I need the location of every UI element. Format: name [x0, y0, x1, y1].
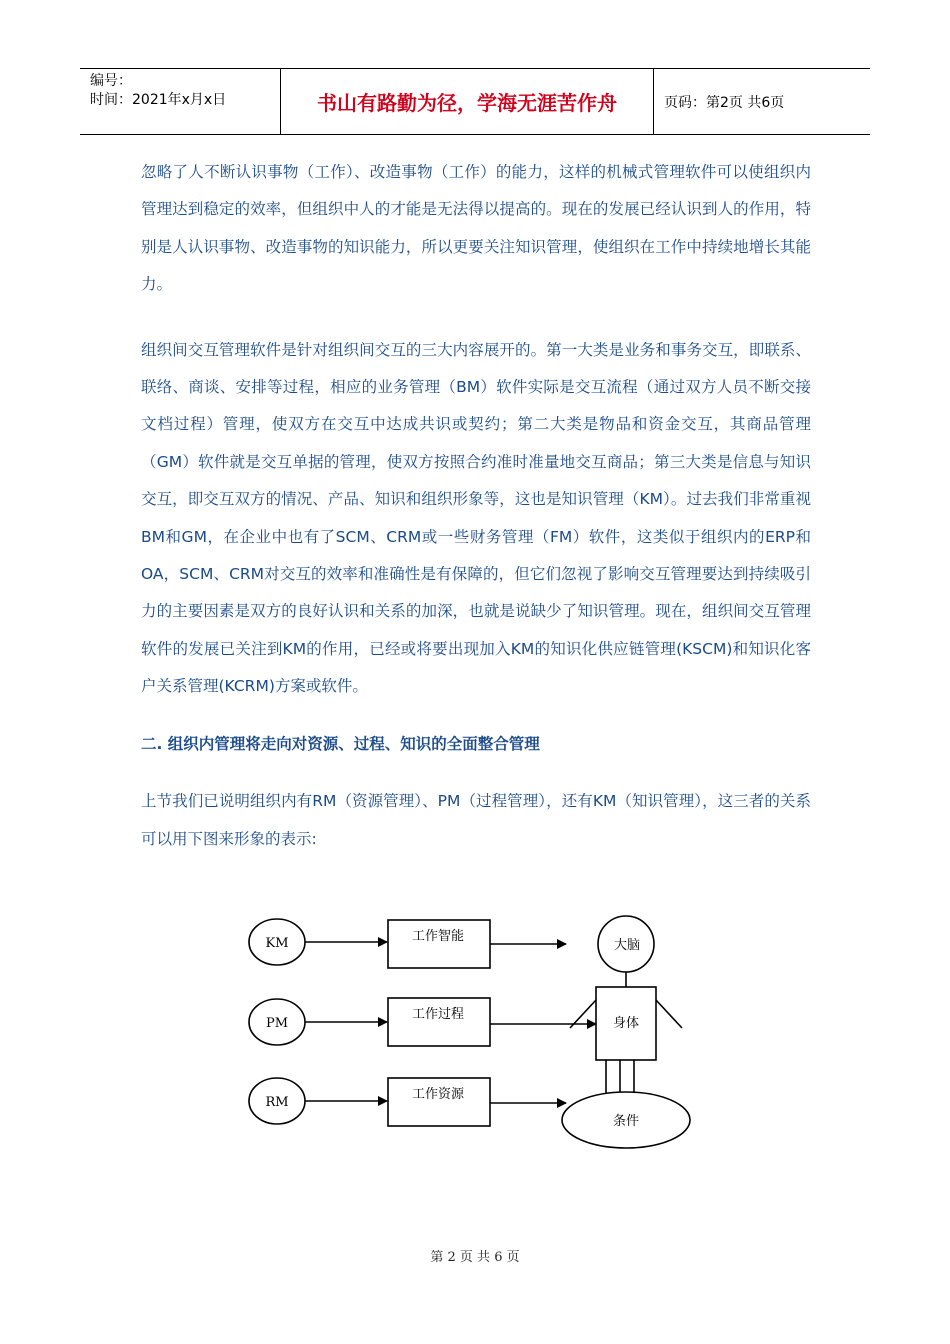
- page-footer: 第 2 页 共 6 页: [430, 1250, 520, 1265]
- page-header: [80, 68, 870, 135]
- box-process-label: 工作过程: [411, 1007, 465, 1022]
- pm-label: PM: [265, 1016, 289, 1031]
- number-label: 编号：: [90, 73, 132, 89]
- time-label: 时间：2021年x月x日: [90, 92, 227, 108]
- box-resource: [388, 1078, 490, 1126]
- section-heading: 二. 组织内管理将走向对资源、过程、知识的全面整合管理: [141, 734, 540, 753]
- box-process: [388, 998, 490, 1046]
- head-label: 大脑: [613, 938, 641, 953]
- box-resource-label: 工作资源: [411, 1087, 465, 1102]
- header-page-info: 页码：第2页 共6页: [664, 94, 785, 111]
- paragraph: 上节我们已说明组织内有RM（资源管理）、PM（过程管理），还有KM（知识管理），这三者的关系可以用下图来形象的表示:: [141, 792, 811, 848]
- box-intelligence: [388, 920, 490, 968]
- base-label: 条件: [612, 1114, 640, 1129]
- km-pm-rm-diagram: [244, 908, 704, 1158]
- header-motto: 书山有路勤为径，学海无涯苦作舟: [281, 69, 654, 134]
- header-meta: [80, 69, 281, 134]
- document-body: [141, 154, 811, 858]
- km-label: KM: [265, 936, 289, 951]
- paragraph: 组织间交互管理软件是针对组织间交互的三大内容展开的。第一大类是业务和事务交互，即联系、联络、商谈、安排等过程，相应的业务管理（BM）软件实际是交互流程（通过双方人员不断交接文档过程）管理，使双方在交互中达成共识或契约；第二大类是物品和资金交互，其商品管理（GM）软件就是交互单据的管理，使双方按照合约准时准量地交互商品；第三大类是信息与知识交互，即交互双方的情况、产品、知识和组织形象等，这也是知识管理（KM）。过去我们非常重视BM和GM，在企业中也有了SCM、CRM或一些财务管理（FM）软件，这类似于组织内的ERP和OA，SCM、CRM对交互的效率和准确性是有保障的，但它们忽视了影响交互管理要达到持续吸引力的主要因素是双方的良好认识和关系的加深，也就是说缺少了知识管理。现在，组织间交互管理软件的发展已关注到KM的作用，已经或将要出现加入KM的知识化供应链管理(KSCM)和知识化客户关系管理(KCRM)方案或软件。: [141, 340, 811, 696]
- body-label: 身体: [612, 1016, 640, 1031]
- rm-label: RM: [265, 1095, 289, 1110]
- paragraph: 忽略了人不断认识事物（工作）、改造事物（工作）的能力，这样的机械式管理软件可以使组织内管理达到稳定的效率，但组织中人的才能是无法得以提高的。现在的发展已经认识到人的作用，特别是人认识事物、改造事物的知识能力，所以更要关注知识管理，使组织在工作中持续地增长其能力。: [141, 163, 811, 294]
- box-intelligence-label: 工作智能: [411, 929, 465, 944]
